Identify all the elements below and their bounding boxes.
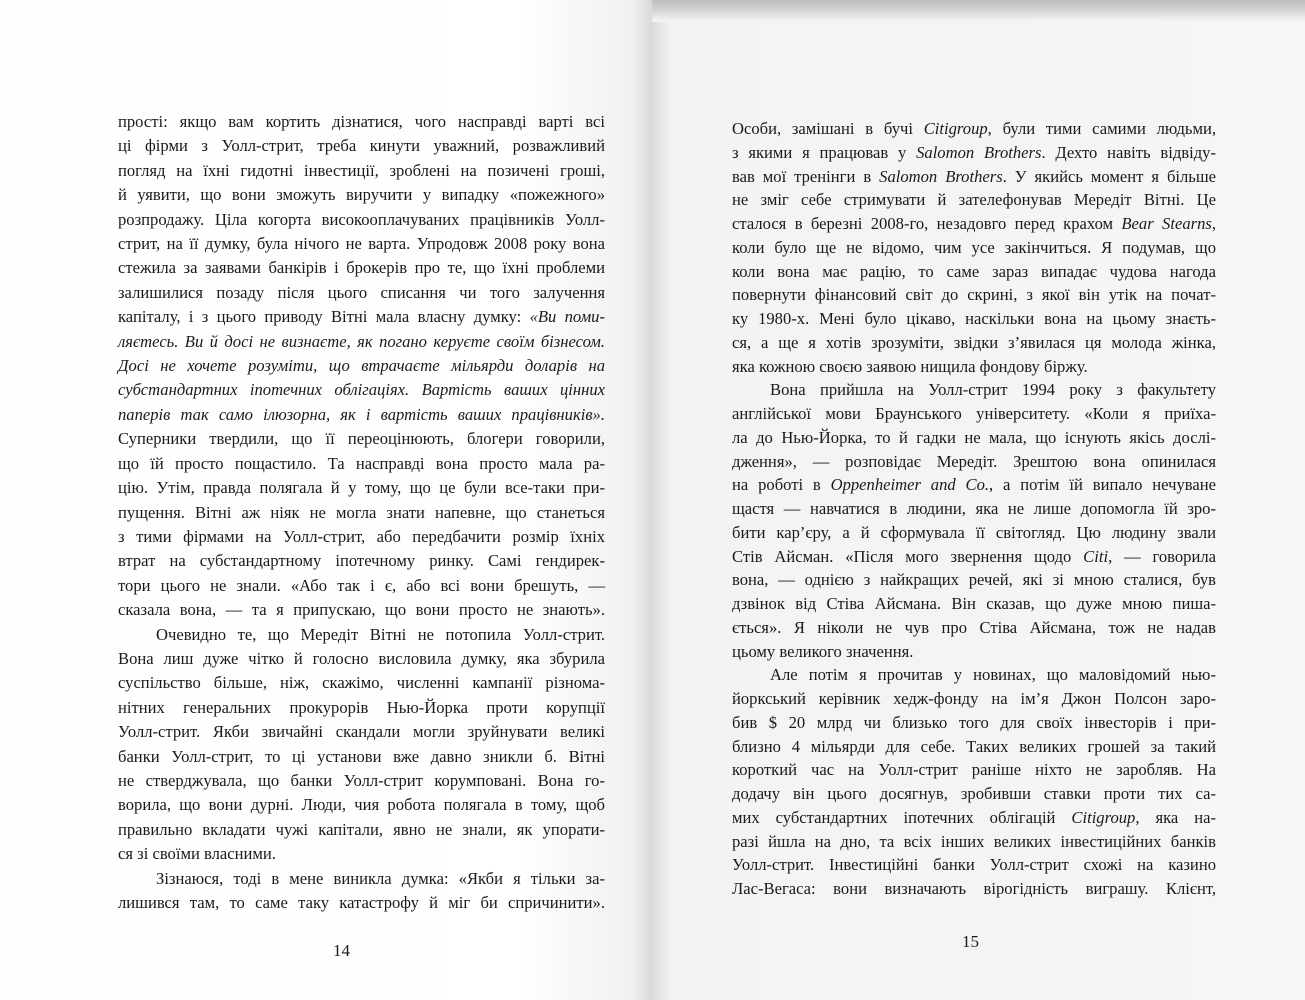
text-line: бити кар’єру, а й сформувала її світогляд. Цю людину звали bbox=[732, 522, 1216, 542]
text-segment: , були тими самими людьми, bbox=[987, 119, 1216, 138]
left-page bbox=[0, 0, 652, 1000]
text-line: ся зі своїми власними. bbox=[118, 844, 276, 864]
text-line bbox=[118, 403, 605, 427]
right-page bbox=[652, 0, 1305, 1000]
text-line bbox=[732, 117, 1216, 141]
text-line: Очевидно те, що Мередіт Вітні не потопила Уолл-стрит. bbox=[156, 624, 605, 644]
text-segment: мих субстандартних іпотечних облігацій bbox=[732, 807, 1072, 827]
italic-text: Досі не хочете розуміти, що втрачаєте мільярди доларів на bbox=[118, 356, 605, 376]
text-line: стрит, на її думку, була нічого не варта. Упродовж 2008 року вона bbox=[118, 234, 605, 254]
text-line: йоркський керівник хедж-фонду на ім’я Джон Полсон заро- bbox=[732, 689, 1216, 708]
text-line: лишився там, то саме таку катастрофу й міг би спричинити». bbox=[118, 893, 605, 912]
text-line: щастя — навчатися в людини, яка не лише допомогла їй зро- bbox=[732, 499, 1216, 518]
text-line: погляд на їхні гидотні інвестиції, зроблені на позичені гроші, bbox=[118, 160, 605, 180]
italic-text: Oppenheimer and Co. bbox=[830, 475, 990, 495]
text-line: ла до Нью-Йорка, то й гадки не мала, що існують якісь дослі- bbox=[732, 427, 1216, 447]
text-line bbox=[732, 545, 1216, 569]
text-line: разі йшла на дно, та всіх інших великих інвестиційних банків bbox=[732, 831, 1216, 851]
text-line: близно 4 мільярди для себе. Таких великих грошей за такий bbox=[732, 736, 1216, 756]
italic-text: Bear Stearns bbox=[1121, 214, 1212, 233]
text-line: цію. Утім, правда полягала й у тому, що це були все-таки при- bbox=[118, 478, 605, 498]
text-line: Уолл-стрит. Інвестиційні банки Уолл-стрит схожі на казино bbox=[732, 855, 1216, 875]
text-line: суспільство більше, ніж, скажімо, численні кампанії різнома- bbox=[118, 673, 605, 693]
italic-text: паперів так само ілюзорна, як і вартість ваших працівників». bbox=[118, 404, 605, 424]
text-line: ся, а ще я хотів зрозуміти, звідки з’явилася ця молода жінка, bbox=[732, 332, 1216, 352]
text-line: вона, — однією з найкращих речей, які зі мною сталися, був bbox=[732, 570, 1216, 590]
text-line: правильно вкладати чужі капітали, явно не знали, як упорати- bbox=[118, 819, 605, 839]
text-line: англійської мови Браунського університету. «Коли я приїха- bbox=[732, 404, 1216, 423]
text-line: ється». Я ніколи не чув про Стіва Айсмана, тож не надав bbox=[732, 617, 1216, 637]
text-line: залишилися позаду після цього списання чи того залучення bbox=[118, 282, 605, 302]
scan-shadow bbox=[652, 0, 1305, 22]
italic-text: Citigroup bbox=[1071, 807, 1136, 827]
text-line: Уолл-стрит. Якби звичайні скандали могли зруйнувати великі bbox=[118, 722, 605, 742]
text-segment: . Дехто навіть відвіду- bbox=[1041, 142, 1216, 162]
text-line: повернути фінансовий світ до скрині, з якої він утік на почат- bbox=[732, 285, 1216, 305]
text-line bbox=[118, 378, 605, 402]
text-line: Вона лиш дуже чітко й голосно висловила думку, яка збурила bbox=[118, 648, 605, 668]
text-line: ку 1980-х. Мені було цікаво, наскільки вона на цьому знаєть- bbox=[732, 309, 1216, 328]
text-line: прості: якщо вам кортить дізнатися, чого насправді варті всі bbox=[118, 112, 605, 131]
text-line: втрат на субстандартному іпотечному ринку. Самі гендирек- bbox=[118, 551, 605, 571]
text-line: коли вона має рацію, то саме зараз випадає чудова нагода bbox=[732, 261, 1216, 281]
italic-text: Salomon Brothers bbox=[916, 142, 1042, 162]
text-line: додачу він цього досягнув, зробивши ставки проти тих са- bbox=[732, 784, 1216, 803]
text-segment: , а потім їй випало нечуване bbox=[989, 475, 1216, 495]
text-line: Але потім я прочитав у новинах, що маловідомий нью- bbox=[770, 665, 1216, 685]
text-line: яка кожною своєю заявою нищила фондову біржу. bbox=[732, 356, 1088, 376]
text-line: цьому великого значення. bbox=[732, 641, 914, 661]
text-line: Вона прийшла на Уолл-стрит 1994 року з факультету bbox=[770, 380, 1216, 400]
text-segment: , яка на- bbox=[1135, 807, 1216, 827]
text-line: дження», — розповідає Мередіт. Зрештою вона опинилася bbox=[732, 451, 1216, 471]
text-line: ворила, що вони дурні. Люди, чия робота полягала в тому, щоб bbox=[118, 795, 605, 815]
text-segment: , bbox=[1211, 214, 1216, 233]
text-line: нітних генеральних прокурорів Нью-Йорка проти корупції bbox=[118, 697, 605, 717]
text-line: Лас-Вегаса: вони визначають вірогідність виграшу. Клієнт, bbox=[732, 879, 1216, 898]
left-page-text bbox=[118, 110, 605, 915]
italic-text: «Ви поми- bbox=[529, 307, 605, 327]
italic-text: субстандартних іпотечних облігаціях. Вартість ваших цінних bbox=[118, 380, 605, 400]
text-line bbox=[732, 212, 1216, 236]
page-number: 15 bbox=[962, 932, 979, 951]
text-segment: Особи, замішані в бучі bbox=[732, 119, 924, 138]
text-line: й уявити, що вони зможуть виручити у випадку «пожежного» bbox=[118, 185, 605, 205]
text-line bbox=[732, 473, 1216, 497]
text-line: не зміг себе стримувати й зателефонував Мередіт Вітні. Це bbox=[732, 190, 1216, 210]
text-line: Зізнаюся, тоді в мене виникла думка: «Якби я тільки за- bbox=[156, 868, 605, 888]
text-line: коли було ще не відомо, чим усе закінчиться. Я подумав, що bbox=[732, 237, 1216, 257]
text-segment: з якими я працював у bbox=[732, 142, 917, 162]
text-line: тори цього не знали. «Або так і є, або всі вони брешуть, — bbox=[118, 575, 605, 595]
text-line bbox=[732, 141, 1216, 165]
text-line: стежила за заявами банкірів і брокерів про те, що їхні проблеми bbox=[118, 258, 605, 278]
text-line: банки Уолл-стрит, то ці установи вже давно зникли б. Вітні bbox=[118, 746, 605, 766]
text-segment: . У якийсь момент я більше bbox=[1002, 166, 1216, 186]
italic-text: Citigroup bbox=[923, 119, 988, 138]
text-segment: , — говорила bbox=[1108, 546, 1217, 566]
text-line bbox=[118, 354, 605, 378]
page-number: 14 bbox=[333, 941, 350, 960]
text-segment: Стів Айсман. «Після мого звернення щодо bbox=[732, 546, 1084, 566]
text-line: сказала вона, — та я припускаю, що вони просто не знають». bbox=[118, 600, 605, 620]
text-line: дзвінок від Стіва Айсмана. Він сказав, що дуже мною пиша- bbox=[732, 594, 1216, 613]
text-line: з тими фірмами на Уолл-стрит, або передбачити розмір їхніх bbox=[118, 526, 605, 546]
text-segment: сталося в березні 2008-го, незадовго перед крахом bbox=[732, 214, 1122, 233]
text-line bbox=[118, 330, 605, 354]
text-segment: на роботі в bbox=[732, 475, 831, 495]
text-line: короткий час на Уолл-стрит раніше ніхто не заробляв. На bbox=[732, 760, 1216, 780]
italic-text: Citi bbox=[1083, 546, 1109, 566]
text-line: бив $ 20 млрд чи близько того для своїх інвесторів і при- bbox=[732, 712, 1216, 732]
text-line: не стверджувала, що банки Уолл-стрит корумповані. Вона го- bbox=[118, 770, 605, 790]
text-line: Суперники твердили, що її переоцінюють, блогери говорили, bbox=[118, 429, 605, 449]
italic-text: ляєтесь. Ви й досі не визнаєте, як погано керуєте своїм бізнесом. bbox=[118, 331, 605, 351]
text-line: що їй просто пощастило. Та насправді вона просто мала ра- bbox=[118, 453, 605, 473]
right-page-text bbox=[732, 117, 1216, 901]
text-line bbox=[118, 305, 605, 329]
text-line bbox=[732, 165, 1216, 189]
italic-text: Salomon Brothers bbox=[879, 166, 1003, 186]
text-line: розпродажу. Ціла когорта високооплачуваних працівників Уолл- bbox=[118, 209, 605, 229]
text-segment: капіталу, і з цього приводу Вітні мала власну думку: bbox=[118, 307, 530, 327]
text-line bbox=[732, 806, 1216, 830]
text-line: ці фірми з Уолл-стрит, треба кинути уважний, розважливий bbox=[118, 136, 605, 156]
text-segment: вав мої тренінги в bbox=[732, 166, 880, 186]
text-line: пущення. Вітні аж ніяк не могла знати напевне, що станеться bbox=[118, 502, 605, 522]
